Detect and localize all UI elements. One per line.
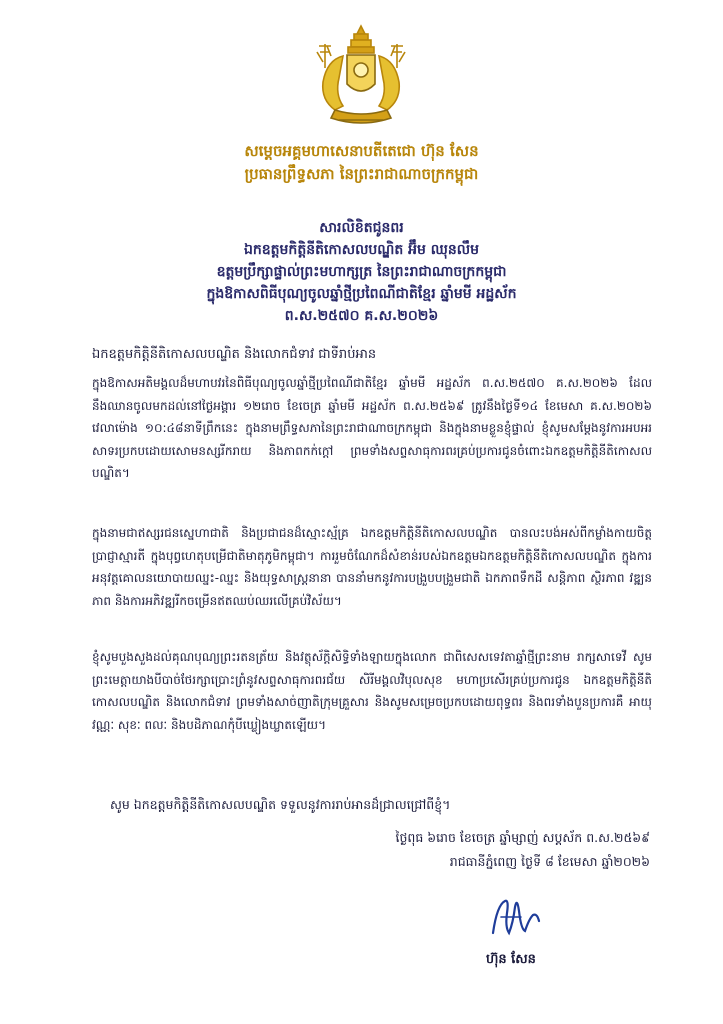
- occasion-line: ក្នុងឱកាសពិធីបុណ្យចូលឆ្នាំថ្មីប្រពៃណីជាតិខ្មែរ ឆ្នាំមមី អដ្ឋស័ក: [206, 286, 517, 302]
- signer-name: ហ៊ុន សែន: [486, 952, 536, 967]
- body-paragraph-1-text: ក្នុងឱកាសអតិមង្គលដ៏មហាបវរនៃពិធីបុណ្យចូលឆ្នាំថ្មីប្រពៃណីជាតិខ្មែរ ឆ្នាំមមី អដ្ឋស័ក ព.ស.២៥៧០ គ.ស.២០២៦ ដែលនឹងឈានចូលមកដល់នៅថ្ងៃអង្គារ ១២រោច ខែចេត្រ ឆ្នាំមមី អដ្ឋស័ក ព.ស.២៥៦៩ ត្រូវនឹងថ្ងៃទី១៤ ខែមេសា គ.ស.២០២៦ វេលាម៉ោង ១០:៤៨នាទីព្រឹកនេះ ក្នុងនាមព្រឹទ្ធសភានៃព្រះរាជាណាចក្រកម្ពុជា និងក្នុងនាមខ្លួនខ្ញុំផ្ទាល់ ខ្ញុំសូមសម្តែងនូវការអបអរសាទរប្រកបដោយសោមនស្សរីករាយ និងភាពកក់ក្តៅ ព្រមទាំងសព្ទសាធុការពរគ្រប់ប្រការជូនចំពោះឯកឧត្តមកិត្តិនីតិកោសលបណ្ឌិត។: [92, 376, 652, 480]
- recipient-position: ឧត្តមប្រឹក្សាផ្ទាល់ព្រះមហាក្សត្រ នៃព្រះរាជាណាចក្រកម្ពុជា: [216, 264, 507, 280]
- body-paragraph-3-text: ខ្ញុំសូមបួងសួងដល់គុណបុណ្យព្រះរតនត្រ័យ និងវត្ថុស័ក្តិសិទ្ធិទាំងឡាយក្នុងលោក ជាពិសេសទេវតាឆ្នាំថ្មីព្រះនាម រាក្សសាទេវី សូមព្រះមេត្តាយាងបីបាច់ថែរក្សាប្រោះព្រំនូវសព្ទសាធុការពរជ័យ សិរីមង្គលវិបុលសុខ មហាប្រសើរគ្រប់ប្រការជូន ឯកឧត្តមកិត្តិនីតិកោសលបណ្ឌិត និងលោកជំទាវ ព្រមទាំងសាច់ញាតិក្រុមគ្រួសារ និងសូមសម្រេចប្រកបដោយពុទ្ធពរ និងពរទាំងបួនប្រការគឺ អាយុ វណ្ណៈ សុខៈ ពលៈ និងបដិភាណកុំបីឃ្លៀងឃ្លាតឡើយ។: [92, 650, 652, 732]
- sender-title: សម្តេចអគ្គមហាសេនាបតីតេជោ ហ៊ុន សែន: [244, 142, 479, 160]
- body-paragraph-1: [92, 372, 652, 485]
- sender-position: ប្រធានព្រឹទ្ធសភា នៃព្រះរាជាណាចក្រកម្ពុជា: [244, 165, 479, 183]
- lunar-date: ថ្ងៃពុធ ៦រោច ខែចេត្រ ឆ្នាំម្សាញ់ សប្តស័ក ព.ស.២៥៦៩: [395, 830, 650, 845]
- body-paragraph-3: [92, 646, 652, 736]
- occasion-year: ព.ស.២៥៧០ គ.ស.២០២៦: [284, 308, 439, 324]
- closing-line: សូម ឯកឧត្តមកិត្តិនីតិកោសលបណ្ឌិត ទទួលនូវការរាប់អានដ៏ជ្រាលជ្រៅពីខ្ញុំ។: [110, 797, 451, 812]
- letter-heading: សារលិខិតជូនពរ: [319, 220, 404, 236]
- place-date: រាជធានីភ្នំពេញ ថ្ងៃទី ៨ ខែមេសា ឆ្នាំ២០២៦: [449, 854, 650, 869]
- body-paragraph-2: [92, 522, 652, 612]
- body-paragraph-2-text: ក្នុងនាមជាឥស្សរជនស្នេហាជាតិ និងប្រជាជនដ៏ស្មោះស្ម័គ្រ ឯកឧត្តមកិត្តិនីតិកោសលបណ្ឌិត បានលះបង់អស់ពីកម្លាំងកាយចិត្ត ប្រាជ្ញាស្មារតី ក្នុងបុព្វហេតុបម្រើជាតិមាតុភូមិកម្ពុជា។ ការរួមចំណែកដ៏សំខាន់របស់ឯកឧត្តមឯកឧត្តមកិត្តិនីតិកោសលបណ្ឌិត ក្នុងការអនុវត្តគោលនយោបាយឈ្នះ-ឈ្នះ និងយុទ្ធសាស្ត្រនានា បាននាំមកនូវការបង្រួបបង្រួមជាតិ ឯកភាពទឹកដី សន្តិភាព ស្ថិរភាព វឌ្ឍនភាព និងការអភិវឌ្ឍរីកចម្រើនឥតឈប់ឈរលើគ្រប់វិស័យ។: [92, 526, 652, 608]
- royal-coat-of-arms-icon: [309, 22, 413, 130]
- salutation: ឯកឧត្តមកិត្តិនីតិកោសលបណ្ឌិត និងលោកជំទាវ ជាទីរាប់អាន: [92, 347, 377, 362]
- handwritten-signature-icon: [487, 893, 547, 941]
- recipient-name: ឯកឧត្តមកិត្តិនីតិកោសលបណ្ឌិត អ៊ឹម ឈុនលឹម: [244, 242, 479, 258]
